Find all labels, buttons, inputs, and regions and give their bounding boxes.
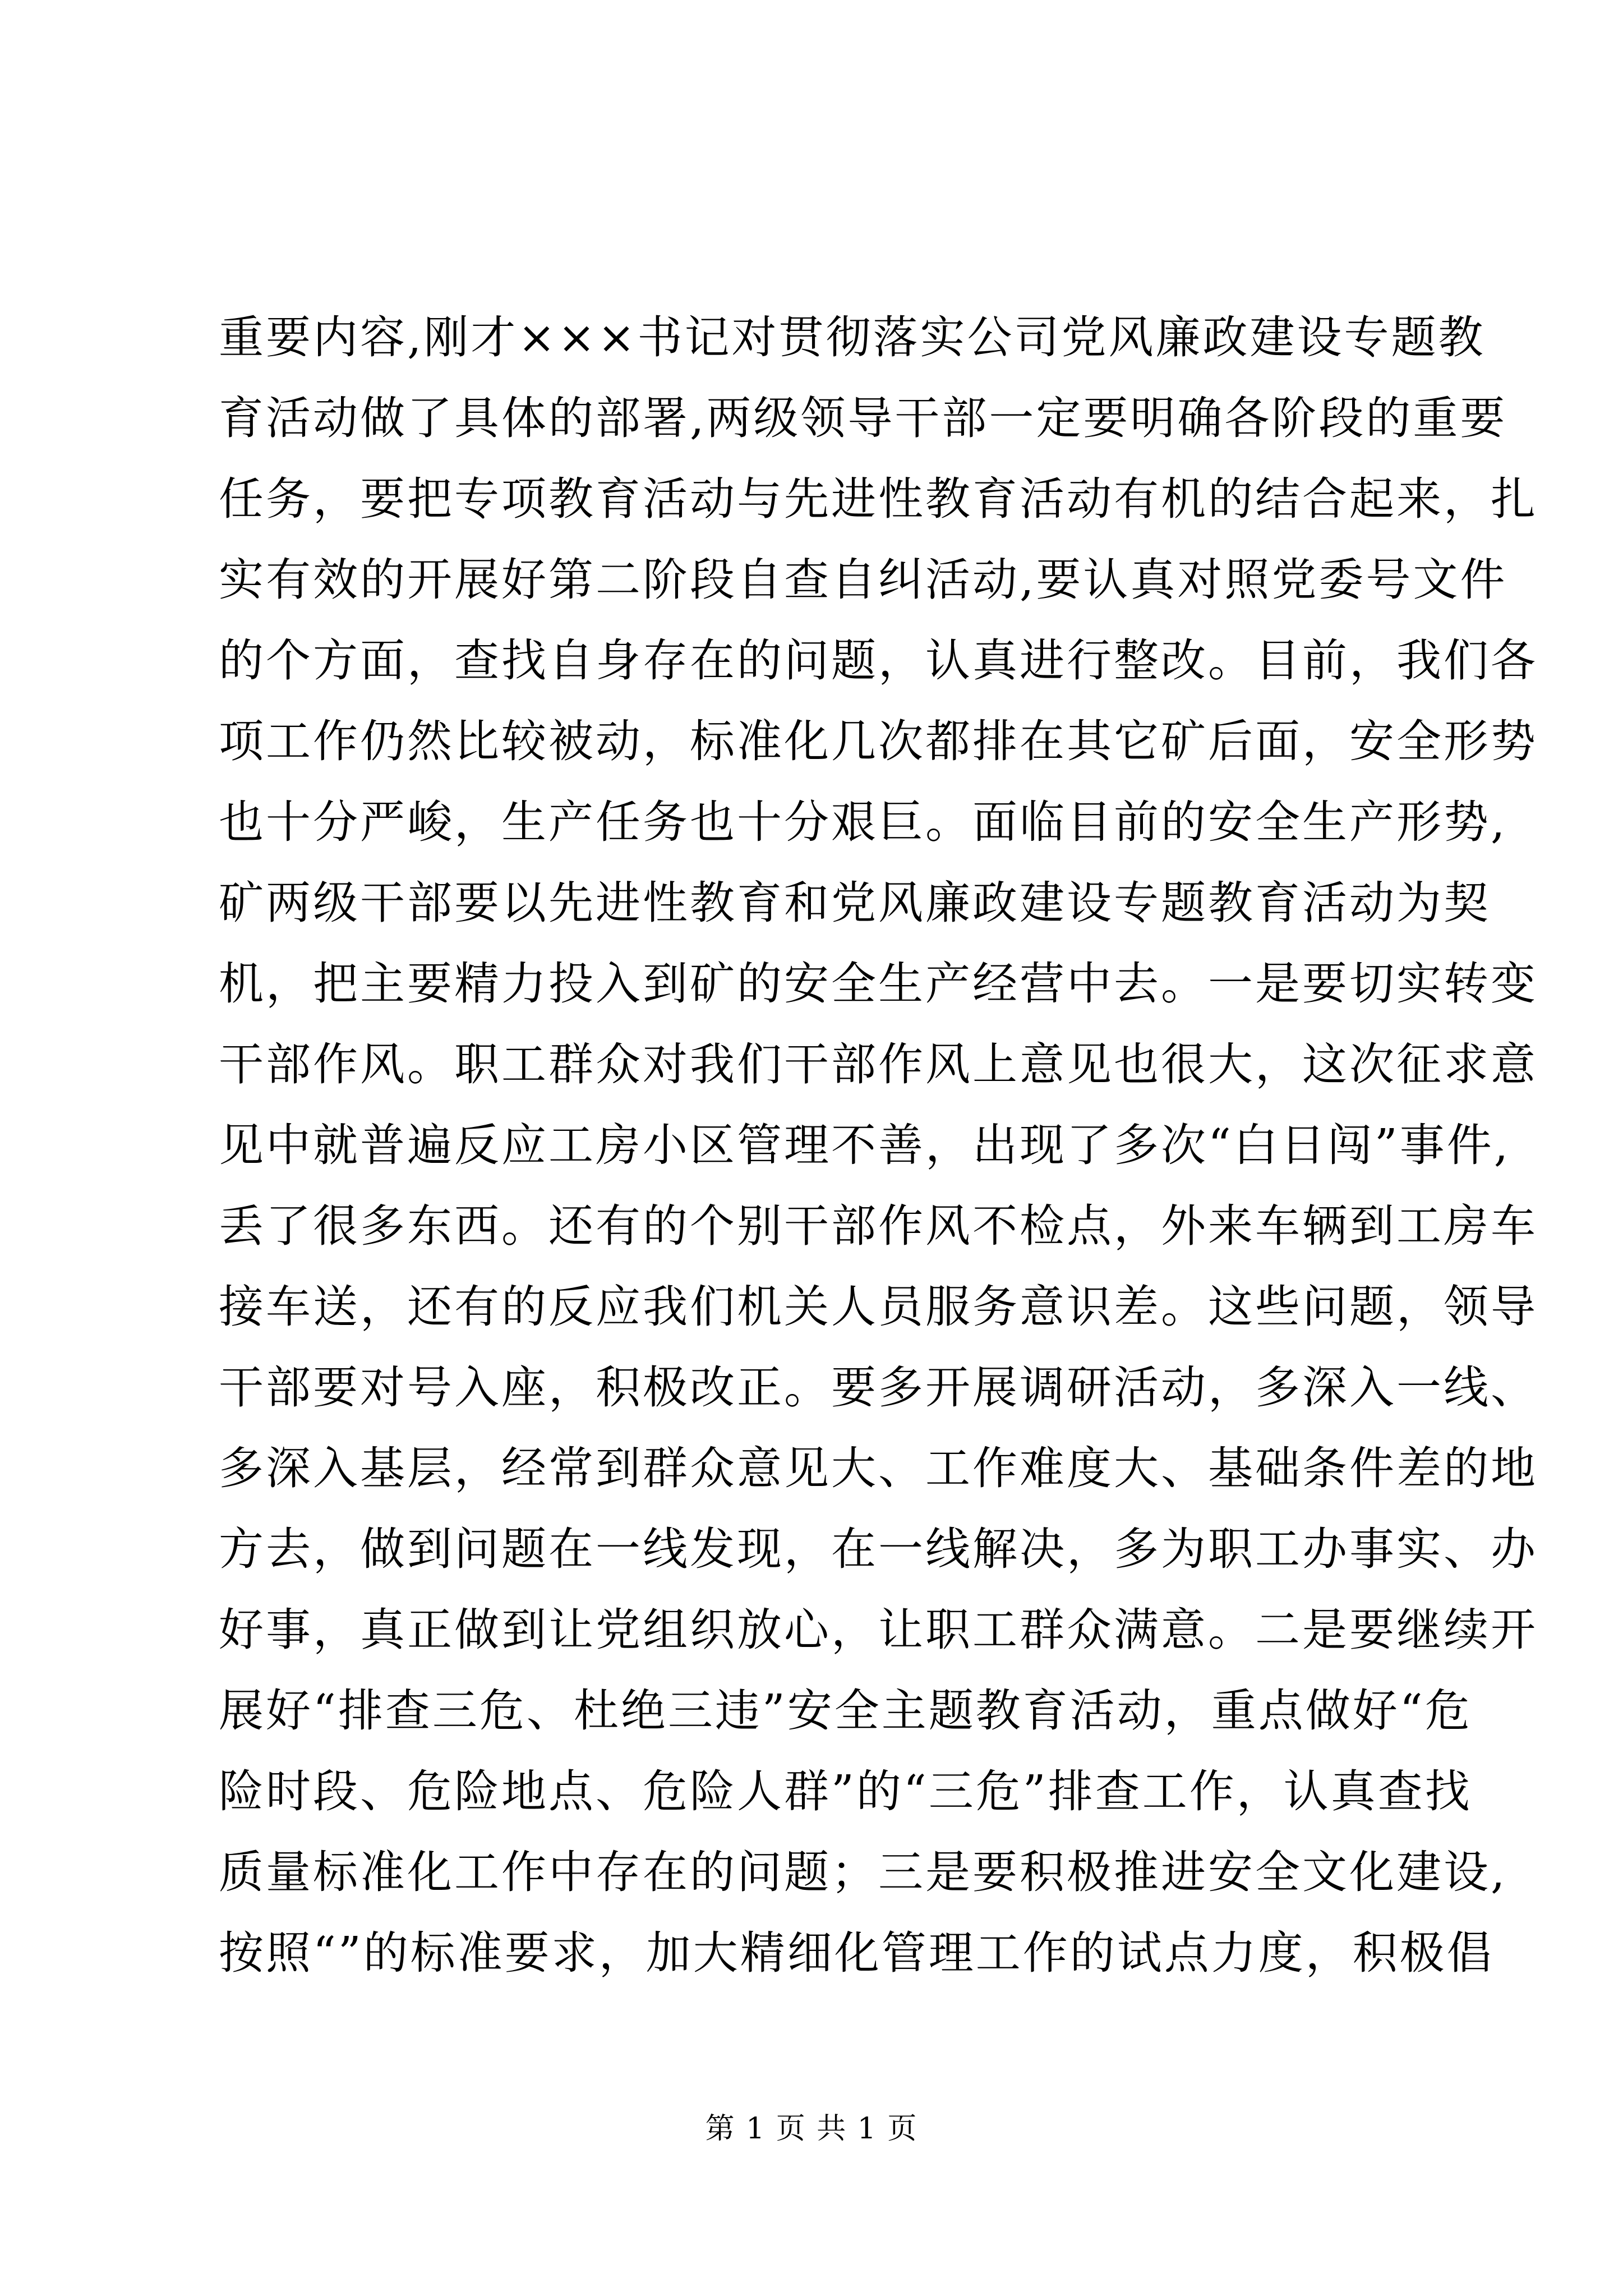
text-line-15: 多深入基层，经常到群众意见大、工作难度大、基础条件差的地 [219, 1442, 1538, 1494]
text-line-11: 见中就普遍反应工房小区管理不善，出现了多次“白日闯”事件, [219, 1119, 1511, 1171]
text-line-12: 丢了很多东西。还有的个别干部作风不检点，外来车辆到工房车 [219, 1200, 1538, 1252]
text-line-3: 任务，要把专项教育活动与先进性教育活动有机的结合起来，扎 [219, 473, 1538, 525]
text-line-18: 展好“排查三危、杜绝三违”安全主题教育活动，重点做好“危 [219, 1685, 1472, 1737]
text-line-5: 的个方面，查找自身存在的问题，认真进行整改。目前，我们各 [219, 634, 1538, 687]
text-line-17: 好事，真正做到让党组织放心，让职工群众满意。二是要继续开 [219, 1604, 1538, 1656]
text-line-9: 机，把主要精力投入到矿的安全生产经营中去。一是要切实转变 [219, 958, 1538, 1010]
text-line-14: 干部要对号入座，积极改正。要多开展调研活动，多深入一线、 [219, 1361, 1538, 1414]
document-body [219, 297, 1538, 1994]
text-line-1: 重要内容,刚才×××书记对贯彻落实公司党风廉政建设专题教 [219, 311, 1486, 364]
text-line-2: 育活动做了具体的部署,两级领导干部一定要明确各阶段的重要 [219, 392, 1507, 444]
text-line-4: 实有效的开展好第二阶段自查自纠活动,要认真对照党委号文件 [219, 554, 1507, 606]
text-line-16: 方去，做到问题在一线发现，在一线解决，多为职工办事实、办 [219, 1523, 1538, 1575]
page-footer: 第 1 页 共 1 页 [705, 2112, 918, 2146]
text-line-13: 接车送，还有的反应我们机关人员服务意识差。这些问题，领导 [219, 1281, 1538, 1333]
text-line-19: 险时段、危险地点、危险人群”的“三危”排查工作，认真查找 [219, 1765, 1472, 1818]
text-line-20: 质量标准化工作中存在的问题；三是要积极推进安全文化建设, [219, 1846, 1507, 1898]
text-line-6: 项工作仍然比较被动，标准化几次都排在其它矿后面，安全形势 [219, 715, 1538, 767]
text-line-7: 也十分严峻，生产任务也十分艰巨。面临目前的安全生产形势, [219, 796, 1507, 848]
text-line-8: 矿两级干部要以先进性教育和党风廉政建设专题教育活动为契 [219, 877, 1491, 929]
text-line-10: 干部作风。职工群众对我们干部作风上意见也很大，这次征求意 [219, 1038, 1538, 1091]
text-line-21: 按照“”的标准要求，加大精细化管理工作的试点力度，积极倡 [219, 1927, 1494, 1979]
